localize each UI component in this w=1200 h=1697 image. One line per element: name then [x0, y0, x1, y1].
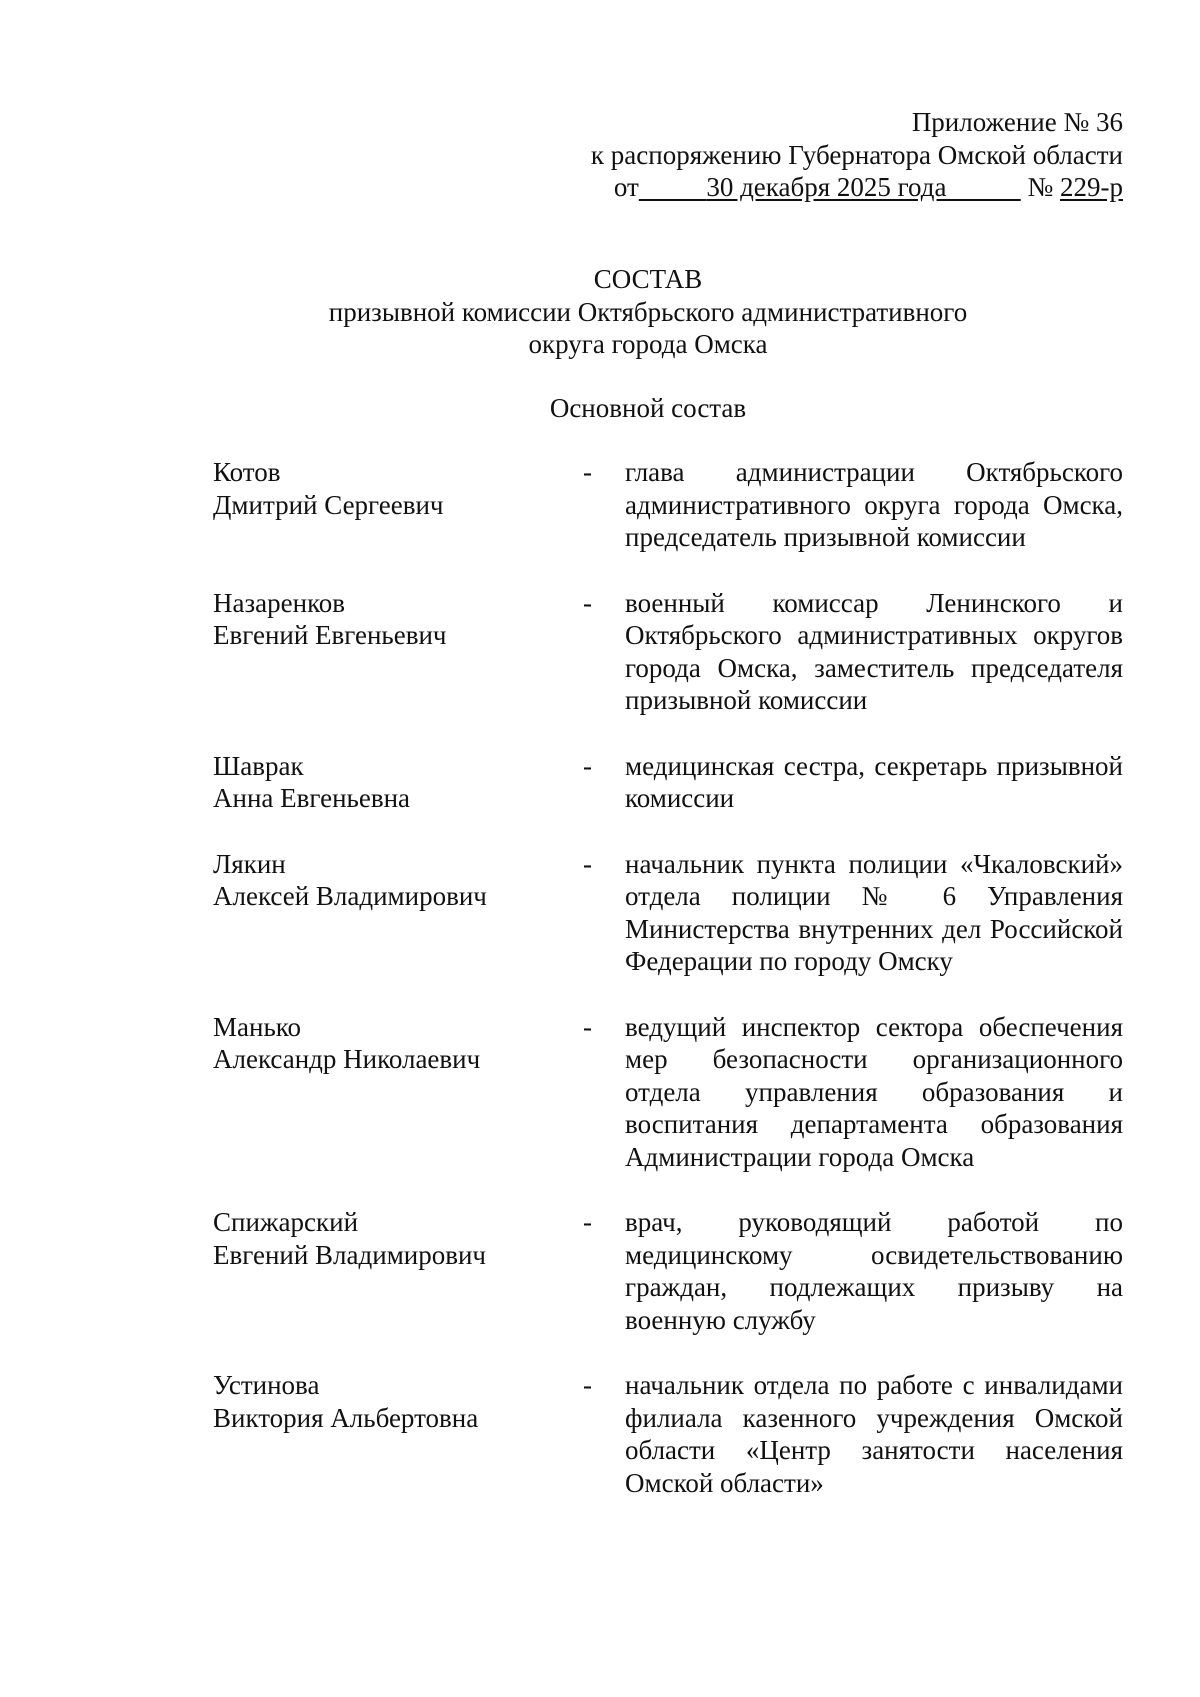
- dash-separator: -: [583, 1370, 592, 1400]
- section-heading: Основной состав: [549, 393, 747, 423]
- member-row: [213, 848, 1123, 978]
- member-row: [213, 750, 1123, 815]
- member-role: медицинская сестра, секретарь призывной комиссии: [625, 750, 1123, 813]
- member-surname: Манько: [213, 1011, 302, 1042]
- member-name: [213, 750, 583, 815]
- member-surname: Спижарский: [213, 1207, 359, 1237]
- dash-separator: -: [583, 1207, 592, 1237]
- member-list: [213, 456, 1123, 1532]
- order-date-line: [503, 171, 1123, 204]
- member-role: глава администрации Октябрьского административного округа города Омска, председатель призывной комиссии: [625, 457, 1123, 552]
- order-date: 30 декабря 2025 года: [706, 172, 947, 202]
- member-name: [213, 587, 583, 717]
- member-given-name: Алексей Владимирович: [213, 881, 487, 911]
- title-line-1: призывной комиссии Октябрьского административного: [328, 296, 968, 327]
- member-role: военный комиссар Ленинского и Октябрьского административных округов города Омска, заместитель председателя призывной комиссии: [625, 587, 1123, 715]
- member-given-name: Виктория Альбертовна: [213, 1402, 479, 1433]
- date-prefix: от: [613, 172, 639, 202]
- dash-separator: -: [583, 1011, 592, 1042]
- member-surname: Шаврак: [213, 750, 304, 781]
- date-field: [639, 171, 1021, 204]
- member-role: начальник отдела по работе с инвалидами филиала казенного учреждения Омской области «Центр занятости населения Омской области»: [625, 1370, 1123, 1498]
- member-name: [213, 1369, 583, 1499]
- member-name: [213, 1206, 583, 1336]
- member-given-name: Александр Николаевич: [213, 1044, 481, 1074]
- member-role: ведущий инспектор сектора обеспечения мер безопасности организационного отдела управления образования и воспитания департамента образования Администрации города Омска: [625, 1011, 1123, 1172]
- member-given-name: Евгений Евгеньевич: [213, 620, 447, 650]
- dash-separator: -: [583, 587, 592, 618]
- annex-header: [503, 106, 1123, 204]
- member-name: [213, 1011, 583, 1174]
- member-name: [213, 456, 583, 554]
- number-prefix: №: [1027, 172, 1060, 202]
- member-surname: Устинова: [213, 1370, 320, 1400]
- member-role: начальник пункта полиции «Чкаловский» отдела полиции № 6 Управления Министерства внутренних дел Российской Федерации по городу Омску: [625, 848, 1123, 976]
- title-main: СОСТАВ: [593, 264, 703, 294]
- title-line-2: округа города Омска: [528, 329, 768, 359]
- dash-separator: -: [583, 848, 592, 879]
- dash-separator: -: [583, 750, 592, 781]
- member-surname: Лякин: [213, 848, 286, 879]
- member-row: [213, 1011, 1123, 1174]
- member-row: [213, 1206, 1123, 1336]
- dash-separator: -: [583, 457, 592, 487]
- member-name: [213, 848, 583, 978]
- member-row: [213, 587, 1123, 717]
- document-title: [48, 263, 1200, 361]
- annex-label: Приложение № 36: [911, 107, 1123, 137]
- order-number: 229-р: [1060, 172, 1123, 202]
- member-row: [213, 1369, 1123, 1499]
- member-given-name: Дмитрий Сергеевич: [213, 489, 444, 520]
- order-reference: к распоряжению Губернатора Омской области: [590, 139, 1123, 170]
- member-given-name: Анна Евгеньевна: [213, 783, 411, 813]
- member-row: [213, 456, 1123, 554]
- member-surname: Назаренков: [213, 587, 346, 618]
- member-surname: Котов: [213, 457, 281, 487]
- member-role: врач, руководящий работой по медицинскому освидетельствованию граждан, подлежащих призыву на военную службу: [625, 1207, 1123, 1335]
- member-given-name: Евгений Владимирович: [213, 1239, 487, 1270]
